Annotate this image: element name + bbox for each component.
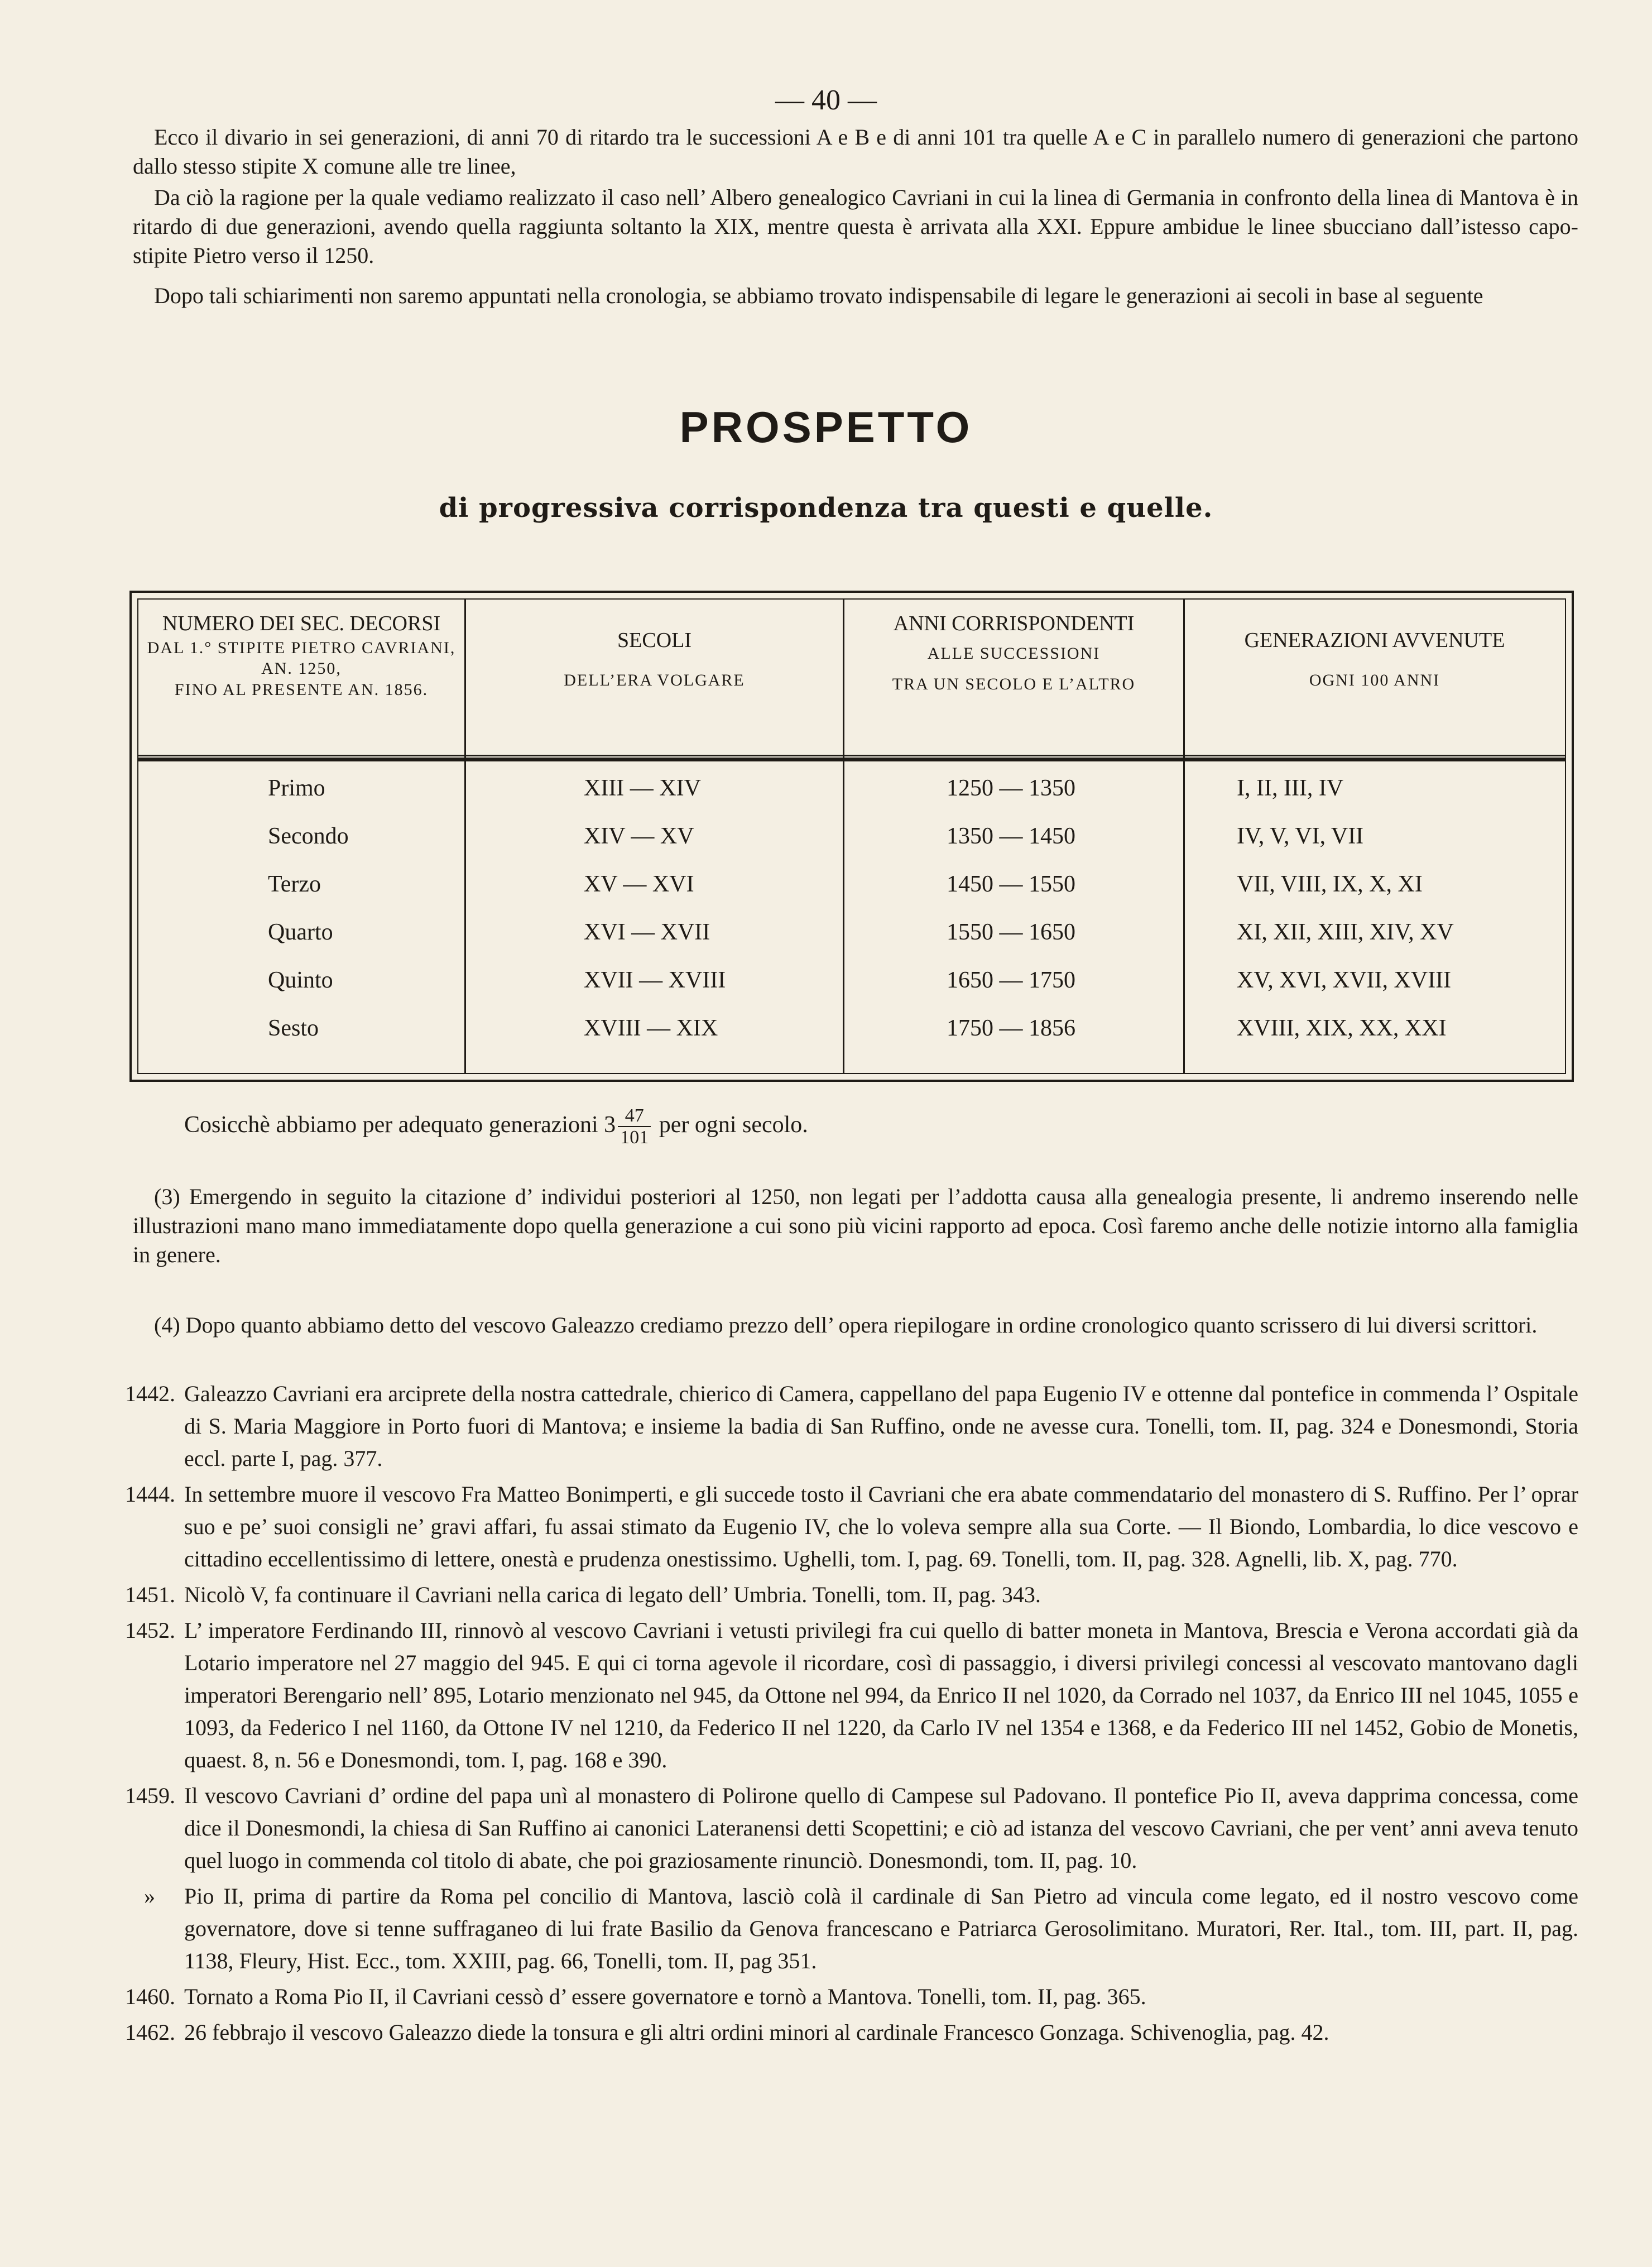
entry-text: Tornato a Roma Pio II, il Cavriani cessò d’ essere governatore e tornò a Mantova. Tonelli, tom. II, pag. 365. [184, 1984, 1146, 2009]
closing-sentence: Cosicchè abbiamo per adequato generazioni 3 $\frac{47}{101}$ per ogni secolo. [184, 1105, 808, 1148]
entry-text: In settembre muore il vescovo Fra Matteo Bonimperti, e gli succede tosto il Cavriani che era abate commendatario del monastero di S. Ruffino. Per l’ oprar suo e pe’ suoi consigli ne’ gravi affari, fu assai stimato da Eugenio IV, che lo voleva sempre alla sua Corte. — Il Biondo, Lombardia, lo dice vescovo e cittadino eccellentissimo di lettere, onestà e prudenza onestissimo. Ughelli, tom. I, pag. 69. Tonelli, tom. II, pag. 328. Agnelli, lib. X, pag. 770. [184, 1482, 1578, 1571]
intro-paragraph-3: Dopo tali schiarimenti non saremo appuntati nella cronologia, se abbiamo trovato indispensabile di legare le generazioni ai secoli in base al seguente [154, 283, 1483, 308]
header-secoli: SECOLI DELL’ERA VOLGARE [564, 629, 745, 689]
entry-year: 1462. [125, 2020, 175, 2045]
section-subtitle: di progressiva corrispondenza tra questi e quelle. [439, 492, 1213, 524]
entry-text: Nicolò V, fa continuare il Cavriani nella carica di legato dell’ Umbria. Tonelli, tom. II, pag. 343. [184, 1582, 1041, 1607]
table-row: Secondo XIV — XV 1350 — 1450 IV, V, VI, VII [268, 823, 1364, 849]
entry-year: 1460. [125, 1984, 175, 2009]
prospetto-table [129, 591, 1574, 1082]
footnote-4: (4) Dopo quanto abbiamo detto del vescovo Galeazzo crediamo prezzo dell’ opera riepilogare in ordine cronologico quanto scrissero di lui diversi scrittori. [154, 1312, 1538, 1338]
footnote-3: (3) Emergendo in seguito la citazione d’ individui posteriori al 1250, non legati per l’addotta causa alla genealogia presente, li andremo inserendo nelle illustrazioni mano mano immediatamente dopo quella generazione a cui sono più vicini rapporto ad epoca. Così faremo anche delle notizie intorno alla famiglia in genere. [133, 1184, 1578, 1267]
table-row: Sesto XVIII — XIX 1750 — 1856 XVIII, XIX, XX, XXI [268, 1015, 1447, 1041]
list-item [125, 1981, 1578, 2013]
entry-text: Il vescovo Cavriani d’ ordine del papa unì al monastero di Polirone quello di Campese sul Padovano. Il pontefice Pio II, aveva dapprima concessa, come dice il Donesmondi, la chiesa di San Ruffino ai canonici Lateranensi detti Scopettini; e ciò ad istanza del vescovo Cavriani, che per vent’ anni aveva tenuto quel luogo in commenda col titolo di abate, che poi graziosamente rinunciò. Donesmondi, tom. II, pag. 10. [184, 1783, 1578, 1873]
entry-text: Pio II, prima di partire da Roma pel concilio di Mantova, lasciò colà il cardinale di San Pietro ad vincula come legato, ed il nostro vescovo come governatore, dove si tenne suffraganeo di lui frate Basilio da Genova francescano e Patriarca Gerosolimitano. Muratori, Rer. Ital., tom. III, part. II, pag. 1138, Fleury, Hist. Ecc., tom. XXIII, pag. 66, Tonelli, tom. II, pag 351. [184, 1883, 1578, 1973]
list-item [125, 1478, 1578, 1575]
entry-text: L’ imperatore Ferdinando III, rinnovò al vescovo Cavriani i vetusti privilegi fra cui quello di batter moneta in Mantova, Brescia e Verona accordati già da Lotario imperatore nel 27 maggio del 945. E qui ci torna agevole il ricordare, così di passaggio, i diversi privilegi concessi al vescovato mantovano dagli imperatori Berengario nell’ 895, Lotario menzionato nel 945, da Ottone nel 994, da Enrico II nel 1020, da Corrado nel 1037, da Enrico III nel 1045, 1055 e 1093, da Federico I nel 1160, da Ottone IV nel 1210, da Federico II nel 1220, da Carlo IV nel 1354 e 1368, e da Federico III nel 1452, Gobio de Monetis, quaest. 8, n. 56 e Donesmondi, tom. I, pag. 168 e 390. [184, 1618, 1578, 1772]
list-item [125, 1780, 1578, 1877]
entry-year: 1459. [125, 1783, 175, 1808]
header-separator [138, 755, 1565, 761]
list-item [125, 1579, 1578, 1611]
list-item [133, 1880, 1578, 1977]
entry-text: Galeazzo Cavriani era arciprete della nostra cattedrale, chierico di Camera, cappellano del papa Eugenio IV e ottenne dal pontefice in commenda l’ Ospitale di S. Maria Maggiore in Porto fuori di Mantova; e insieme la badia di San Ruffino, onde ne avesse cura. Tonelli, tom. II, pag. 324 e Donesmondi, Storia eccl. parte I, pag. 377. [184, 1381, 1578, 1471]
fraction: $\frac{47}{101}$ [618, 1105, 651, 1148]
table-row: Terzo XV — XVI 1450 — 1550 VII, VIII, IX, X, XI [268, 871, 1423, 897]
table-body [138, 765, 1565, 1053]
table-row: Primo XIII — XIV 1250 — 1350 I, II, III, IV [268, 775, 1344, 801]
list-item [125, 1378, 1578, 1475]
entry-year: » [144, 1883, 155, 1909]
header-anni: ANNI CORRISPONDENTI ALLE SUCCESSIONI TRA UN SECOLO E L’ALTRO [892, 612, 1136, 693]
entry-year: 1451. [125, 1582, 175, 1607]
intro-paragraph-2: Da ciò la ragione per la quale vediamo realizzato il caso nell’ Albero genealogico Cavriani in cui la linea di Germania in confronto della linea di Mantova è in ritardo di due generazioni, avendo quella raggiunta soltanto la XIX, mentre questa è arrivata alla XXI. Eppure ambidue le linee sbucciano dall’istesso capo-stipite Pietro verso il 1250. [133, 185, 1578, 268]
intro-paragraph-1: Ecco il divario in sei generazioni, di anni 70 di ritardo tra le successioni A e B e di anni 101 tra quelle A e C in parallelo numero di generazioni che partono dallo stesso stipite X comune alle tre linee, [133, 124, 1578, 179]
entry-year: 1442. [125, 1381, 175, 1406]
table-inner-frame [137, 598, 1566, 1074]
entry-year: 1452. [125, 1618, 175, 1643]
header-generazioni: GENERAZIONI AVVENUTE OGNI 100 ANNI [1244, 629, 1505, 689]
entry-text: 26 febbrajo il vescovo Galeazzo diede la tonsura e gli altri ordini minori al cardinale Francesco Gonzaga. Schivenoglia, pag. 42. [184, 2020, 1329, 2045]
list-item [125, 1614, 1578, 1776]
header-numero: NUMERO DEI SEC. DECORSI DAL 1.° STIPITE PIETRO CAVRIANI, AN. 1250, FINO AL PRESENTE AN. 1856. [147, 612, 456, 699]
section-title: PROSPETTO [679, 402, 973, 452]
table-row: Quarto XVI — XVII 1550 — 1650 XI, XII, XIII, XIV, XV [268, 919, 1454, 945]
table-row: Quinto XVII — XVIII 1650 — 1750 XV, XVI, XVII, XVIII [268, 967, 1452, 993]
entry-year: 1444. [125, 1482, 175, 1507]
page-number: — 40 — [775, 84, 877, 116]
list-item [125, 2016, 1578, 2049]
chronology-list [125, 1374, 1578, 2049]
